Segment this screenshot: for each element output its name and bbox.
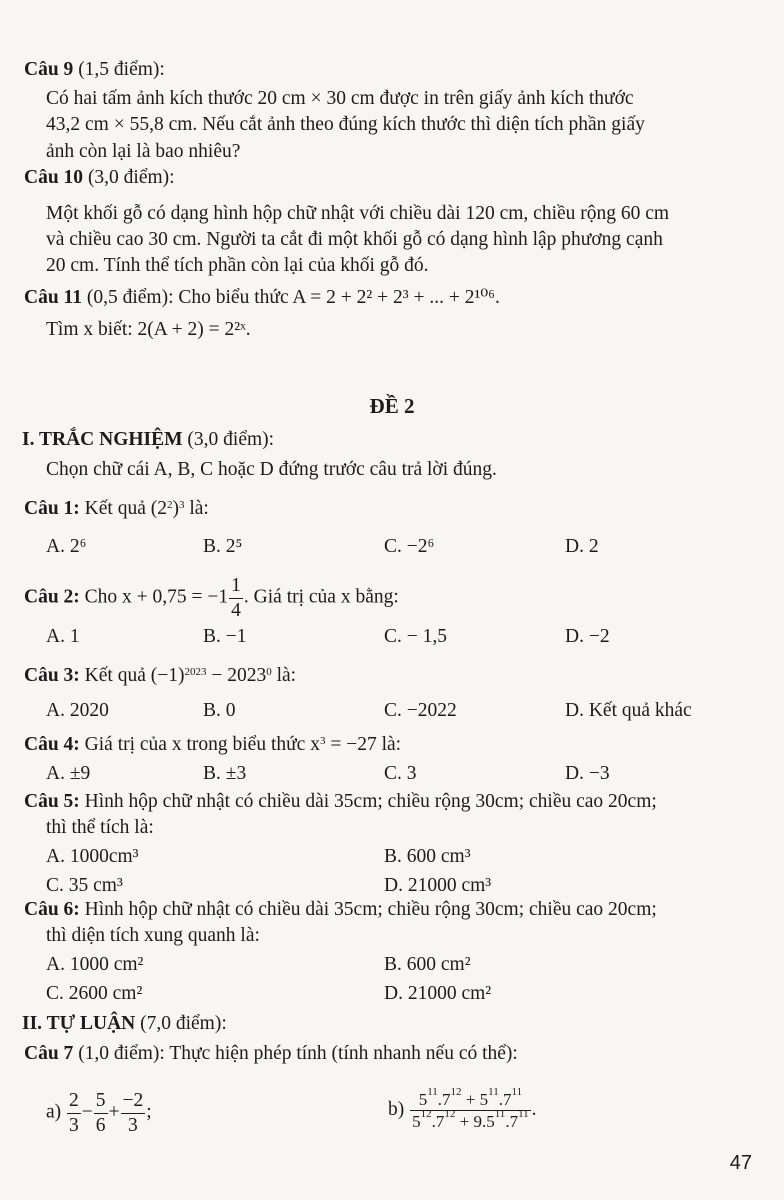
- q1-line: [24, 497, 209, 521]
- q3-label: Câu 3:: [24, 665, 80, 686]
- q6-option-b: B. 600 cm²: [384, 954, 471, 975]
- q2-frac-num: 1: [229, 576, 243, 599]
- cau7-a-frac1: $\frac{2}{3}$: [69, 1090, 79, 1136]
- cau11-points: (0,5 điểm): Cho biểu thức: [86, 287, 289, 308]
- q6-label: Câu 6:: [24, 899, 80, 920]
- cau9-line2: 43,2 cm × 55,8 cm. Nếu cắt ảnh theo đúng kích thước thì diện tích phần giấy: [46, 114, 645, 135]
- q4-text: Giá trị của x trong biểu thức: [84, 734, 306, 755]
- cau7-part-a: a) $\frac{2}{3}$ − $\frac{5}{6}$ + $\frac{-2}{3}$ ;: [46, 1090, 152, 1136]
- part2-points: (7,0 điểm):: [140, 1013, 227, 1034]
- q1-expression: $(2^2)^3$: [150, 498, 185, 519]
- cau7-b-label: b): [388, 1098, 405, 1120]
- cau9-header: [24, 58, 165, 82]
- cau7-a-frac3: $\frac{-2}{3}$: [122, 1090, 144, 1136]
- q1-text: Kết quả: [84, 498, 146, 519]
- cau9-label: Câu 9: [24, 59, 74, 80]
- q3-tail: là:: [276, 665, 297, 686]
- q1-option-b: B. 2⁵: [203, 536, 243, 557]
- q3-option-a: A. 2020: [46, 700, 109, 721]
- q6-line1: [24, 898, 657, 922]
- q4-tail: là:: [381, 734, 402, 755]
- cau11-find-text: Tìm x biết:: [46, 319, 133, 340]
- q4-label: Câu 4:: [24, 734, 80, 755]
- q2-option-b: B. −1: [203, 626, 247, 647]
- q5-label: Câu 5:: [24, 791, 80, 812]
- q3-text: Kết quả: [84, 665, 146, 686]
- q1-option-d: D. 2: [565, 536, 599, 557]
- cau7-label: Câu 7: [24, 1043, 74, 1064]
- cau7-a-frac2: $\frac{5}{6}$: [95, 1090, 106, 1136]
- q4-option-c: C. 3: [384, 763, 417, 784]
- q2-line: [24, 576, 399, 620]
- cau11-find: [46, 318, 251, 342]
- q2-frac-den: 4: [231, 599, 241, 621]
- q6-option-a: A. 1000 cm²: [46, 954, 144, 975]
- exam-title: ĐỀ 2: [369, 394, 415, 418]
- q3-option-b: B. 0: [203, 700, 236, 721]
- q6-option-c: C. 2600 cm²: [46, 983, 143, 1004]
- q1-option-c: C. −2⁶: [384, 536, 435, 557]
- q5-option-a: A. 1000cm³: [46, 846, 139, 867]
- q2-text: Cho x + 0,75 = −1: [84, 586, 229, 608]
- q6-option-d: D. 21000 cm²: [384, 983, 492, 1004]
- q1-label: Câu 1:: [24, 498, 80, 519]
- q2-tail: . Giá trị của x bằng:: [243, 586, 399, 608]
- q3-option-c: C. −2022: [384, 700, 457, 721]
- cau10-line2: và chiều cao 30 cm. Người ta cắt đi một khối gỗ có dạng hình lập phương cạnh: [46, 229, 663, 250]
- q5-line1: [24, 790, 657, 814]
- q5-line2: thì thể tích là:: [46, 817, 154, 838]
- q4-option-a: A. ±9: [46, 763, 91, 784]
- cau11-expression: A = 2 + 2² + 2³ + ... + 2¹⁰⁶.: [292, 287, 500, 308]
- q5-text: Hình hộp chữ nhật có chiều dài 35cm; chiều rộng 30cm; chiều cao 20cm;: [84, 791, 657, 812]
- q6-text: Hình hộp chữ nhật có chiều dài 35cm; chiều rộng 30cm; chiều cao 20cm;: [84, 899, 657, 920]
- cau10-line1: Một khối gỗ có dạng hình hộp chữ nhật với chiều dài 120 cm, chiều rộng 60 cm: [46, 203, 670, 224]
- q3-option-d: D. Kết quả khác: [565, 700, 692, 721]
- q4-expression: $x^3 = -27$: [310, 734, 377, 755]
- q5-option-d: D. 21000 cm³: [384, 875, 492, 896]
- q2-option-d: D. −2: [565, 626, 610, 647]
- q4-line: [24, 733, 401, 757]
- q5-option-c: C. 35 cm³: [46, 875, 123, 896]
- part2-heading: [22, 1012, 227, 1036]
- q3-line: [24, 664, 296, 688]
- cau7-b-fraction: $\frac{5^{11}.7^{12} + 5^{11}.7^{11}}{5^{12}.7^{12} + 9.5^{11}.7^{11}}$: [412, 1086, 529, 1131]
- cau11-label: Câu 11: [24, 287, 82, 308]
- cau11-line: [24, 286, 500, 310]
- cau10-line3: 20 cm. Tính thể tích phần còn lại của khối gỗ đó.: [46, 255, 429, 276]
- q5-option-b: B. 600 cm³: [384, 846, 471, 867]
- part1-heading: [22, 428, 274, 452]
- cau7-line: [24, 1042, 518, 1066]
- cau9-points: (1,5 điểm):: [78, 59, 165, 80]
- q2-option-a: A. 1: [46, 626, 80, 647]
- page-number: 47: [729, 1152, 752, 1174]
- q4-option-d: D. −3: [565, 763, 610, 784]
- cau9-line1: Có hai tấm ảnh kích thước 20 cm × 30 cm được in trên giấy ảnh kích thước: [46, 88, 634, 109]
- q4-option-b: B. ±3: [203, 763, 247, 784]
- q2-fraction: [229, 576, 243, 620]
- part1-points: (3,0 điểm):: [187, 429, 275, 450]
- cau7-a-label: a): [46, 1101, 62, 1123]
- cau9-line3: ảnh còn lại là bao nhiêu?: [46, 141, 241, 162]
- q1-option-a: A. 2⁶: [46, 536, 87, 557]
- cau10-label: Câu 10: [24, 167, 84, 188]
- q2-option-c: C. − 1,5: [384, 626, 448, 647]
- cau11-find-expression: 2(A + 2) = 2²ˣ.: [137, 319, 251, 340]
- cau7-text: (1,0 điểm): Thực hiện phép tính (tính nhanh nếu có thể):: [78, 1043, 518, 1064]
- cau10-points: (3,0 điểm):: [87, 167, 175, 188]
- part2-title: II. TỰ LUẬN: [22, 1013, 136, 1034]
- part1-title: I. TRẮC NGHIỆM: [22, 429, 183, 450]
- cau10-header: [24, 166, 175, 190]
- q2-label: Câu 2:: [24, 586, 80, 608]
- q1-tail: là:: [189, 498, 209, 519]
- cau7-part-b: b) $\frac{5^{11}.7^{12} + 5^{11}.7^{11}}{5^{12}.7^{12} + 9.5^{11}.7^{11}}$ .: [388, 1086, 537, 1131]
- q6-line2: thì diện tích xung quanh là:: [46, 925, 260, 946]
- part1-instruction: Chọn chữ cái A, B, C hoặc D đứng trước câu trả lời đúng.: [46, 459, 497, 480]
- q3-expression: $(-1)^{2023} - 2023^0$: [150, 665, 272, 686]
